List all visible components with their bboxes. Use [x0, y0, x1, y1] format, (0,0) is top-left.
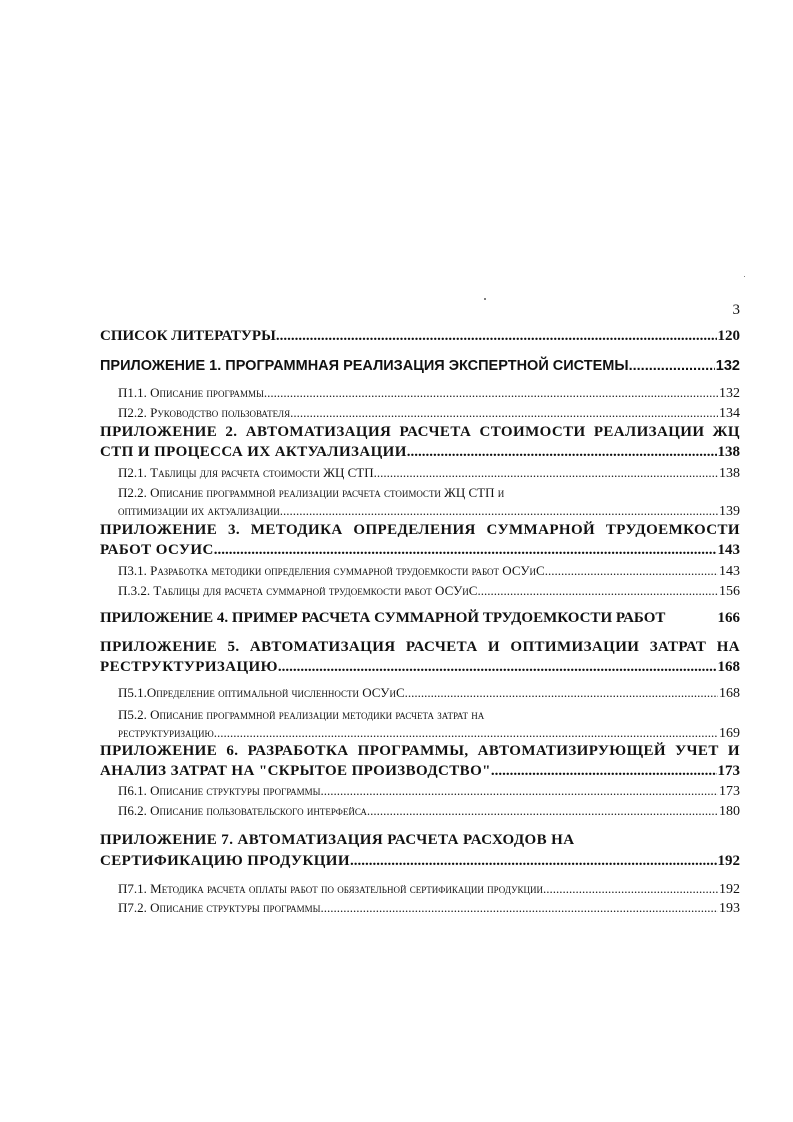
toc-leader-dots — [320, 899, 718, 916]
toc-chapter-appendix-6[interactable] — [100, 743, 740, 780]
table-of-contents — [100, 328, 740, 917]
toc-entry-page: 173 — [717, 763, 740, 779]
toc-section-p2-1[interactable] — [100, 464, 740, 482]
toc-entry-title: П6.1. Описание структуры программы — [118, 783, 321, 798]
toc-leader-dots — [407, 444, 717, 461]
toc-entry-page: 168 — [717, 659, 740, 675]
toc-entry-title: реструктуризацию — [118, 725, 214, 740]
toc-entry-page: 156 — [719, 584, 740, 599]
toc-entry-title-line1: ПРИЛОЖЕНИЕ 7. АВТОМАТИЗАЦИЯ РАСЧЕТА РАСХОДОВ НА — [100, 832, 575, 848]
toc-entry-title-line1: ПРИЛОЖЕНИЕ 2. АВТОМАТИЗАЦИЯ РАСЧЕТА СТОИМОСТИ РЕАЛИЗАЦИИ ЖЦ — [100, 424, 740, 440]
toc-entry-page: 134 — [719, 406, 740, 421]
toc-entry-title: П6.2. Описание пользовательского интерфейса — [118, 803, 367, 818]
toc-leader-dots — [350, 853, 717, 870]
toc-leader-dots — [214, 542, 717, 559]
toc-section-p6-2[interactable] — [100, 802, 740, 820]
toc-entry-page: 139 — [719, 504, 740, 519]
toc-entry-page: 132 — [719, 386, 740, 401]
toc-leader-dots — [320, 782, 718, 799]
toc-section-p2-2[interactable] — [100, 484, 740, 520]
toc-entry-title: П7.2. Описание структуры программы — [118, 900, 321, 915]
toc-leader-dots — [290, 404, 718, 421]
toc-entry-title: СТП И ПРОЦЕССА ИХ АКТУАЛИЗАЦИИ — [100, 444, 407, 460]
toc-entry-page: 143 — [719, 564, 740, 579]
toc-leader-dots — [214, 724, 718, 741]
toc-section-p3-1[interactable] — [100, 562, 740, 580]
toc-entry-title: П7.1. Методика расчета оплаты работ по обязательной сертификации продукции — [118, 881, 543, 896]
toc-entry-title: СПИСОК ЛИТЕРАТУРЫ — [100, 328, 276, 344]
toc-section-p3-2[interactable] — [100, 582, 740, 600]
toc-entry-title: РЕСТРУКТУРИЗАЦИЮ — [100, 659, 278, 675]
toc-entry-title: ПРИЛОЖЕНИЕ 1. ПРОГРАММНАЯ РЕАЛИЗАЦИЯ ЭКСПЕРТНОЙ СИСТЕМЫ — [100, 358, 629, 374]
toc-leader-dots — [367, 802, 718, 819]
toc-entry-title: П3.1. Разработка методики определения суммарной трудоемкости работ ОСУиС — [118, 563, 545, 578]
toc-entry-page: 138 — [717, 444, 740, 460]
toc-entry-page: 193 — [719, 901, 740, 916]
toc-entry-title-line1: ПРИЛОЖЕНИЕ 3. МЕТОДИКА ОПРЕДЕЛЕНИЯ СУММАРНОЙ ТРУДОЕМКОСТИ — [100, 522, 740, 538]
toc-entry-title: П5.1.Определение оптимальной численности ОСУиС — [118, 685, 405, 700]
toc-entry-page: 143 — [717, 542, 740, 558]
toc-entry-title: АНАЛИЗ ЗАТРАТ НА "СКРЫТОЕ ПРОИЗВОДСТВО" — [100, 763, 491, 779]
toc-entry-title: ПРИЛОЖЕНИЕ 4. ПРИМЕР РАСЧЕТА СУММАРНОЙ ТРУДОЕМКОСТИ РАБОТ — [100, 610, 666, 626]
toc-entry-title: П.3.2. Таблицы для расчета суммарной трудоемкости работ ОСУиС — [118, 583, 478, 598]
toc-chapter-references[interactable] — [100, 328, 740, 345]
toc-entry-title: П1.1. Описание программы — [118, 385, 264, 400]
toc-leader-dots — [280, 502, 718, 519]
toc-leader-dots — [374, 464, 718, 481]
toc-entry-page: 138 — [719, 466, 740, 481]
toc-chapter-appendix-1[interactable] — [100, 358, 740, 375]
toc-leader-dots — [629, 358, 715, 375]
toc-entry-page: 173 — [719, 784, 740, 799]
toc-entry-title-line1: П2.2. Описание программной реализации расчета стоимости ЖЦ СТП и — [118, 485, 505, 500]
scan-speck — [744, 276, 745, 277]
toc-chapter-appendix-5[interactable] — [100, 639, 740, 676]
page-number: 3 — [732, 302, 740, 318]
toc-entry-page: 180 — [719, 804, 740, 819]
toc-entry-page: 168 — [719, 686, 740, 701]
toc-leader-dots — [405, 684, 718, 701]
toc-section-p7-2[interactable] — [100, 899, 740, 917]
toc-leader-dots — [278, 659, 717, 676]
toc-section-p6-1[interactable] — [100, 782, 740, 800]
scan-speck — [484, 298, 486, 300]
toc-leader-dots — [543, 880, 718, 897]
toc-chapter-appendix-7[interactable] — [100, 832, 740, 870]
toc-entry-title: П2.1. Таблицы для расчета стоимости ЖЦ СТП — [118, 465, 374, 480]
toc-entry-title-line1: ПРИЛОЖЕНИЕ 5. АВТОМАТИЗАЦИЯ РАСЧЕТА И ОПТИМИЗАЦИИ ЗАТРАТ НА — [100, 639, 740, 655]
toc-section-p1-1[interactable] — [100, 384, 740, 402]
toc-entry-page: 192 — [717, 853, 740, 869]
toc-chapter-appendix-3[interactable] — [100, 522, 740, 559]
toc-entry-title: П2.2. Руководство пользователя — [118, 405, 291, 420]
toc-entry-title-line1: ПРИЛОЖЕНИЕ 6. РАЗРАБОТКА ПРОГРАММЫ, АВТОМАТИЗИРУЮЩЕЙ УЧЕТ И — [100, 743, 740, 759]
toc-entry-title: оптимизации их актуализации — [118, 503, 280, 518]
toc-entry-page: 192 — [719, 882, 740, 897]
toc-chapter-appendix-2[interactable] — [100, 424, 740, 461]
toc-chapter-appendix-4[interactable] — [100, 610, 740, 627]
toc-entry-page: 166 — [717, 610, 740, 626]
toc-entry-title: СЕРТИФИКАЦИЮ ПРОДУКЦИИ — [100, 853, 350, 869]
toc-entry-title-line1: П5.2. Описание программной реализации методики расчета затрат на — [118, 707, 485, 722]
toc-leader-dots — [545, 562, 718, 579]
toc-leader-dots — [276, 328, 717, 345]
toc-leader-dots — [264, 384, 718, 401]
toc-entry-page: 132 — [715, 358, 740, 374]
toc-leader-dots — [477, 582, 718, 599]
toc-leader-dots — [491, 763, 717, 780]
toc-section-p5-1[interactable] — [100, 684, 740, 702]
toc-entry-page: 169 — [719, 726, 740, 741]
toc-section-p7-1[interactable] — [100, 880, 740, 898]
toc-entry-page: 120 — [717, 328, 740, 344]
toc-section-p2-2-guide[interactable] — [100, 404, 740, 422]
toc-section-p5-2[interactable] — [100, 706, 740, 742]
toc-entry-title: РАБОТ ОСУИС — [100, 542, 214, 558]
